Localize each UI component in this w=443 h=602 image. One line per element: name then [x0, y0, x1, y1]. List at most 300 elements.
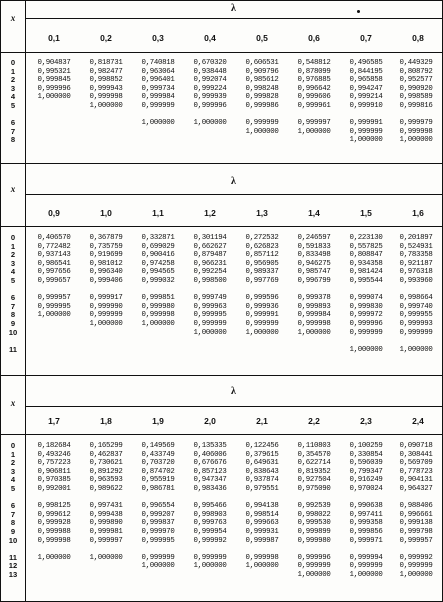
lambda-value: 0,1 [48, 33, 60, 43]
table-cell: 0,999992 [193, 536, 227, 545]
table-cell: 0,993960 [399, 276, 433, 285]
table-cell: 0,998500 [193, 276, 227, 285]
lambda-value: 1,2 [204, 208, 216, 218]
value-column [184, 442, 236, 580]
table-cell [28, 346, 80, 355]
table-cell [28, 571, 80, 580]
table-cell: 0,981012 [89, 259, 123, 268]
table-cell: 0,994138 [245, 502, 279, 511]
table-cell [288, 286, 340, 295]
table-cell: 0,994247 [349, 84, 383, 93]
table-cell: 0,997431 [89, 502, 123, 511]
value-column [340, 442, 392, 580]
value-column [390, 234, 442, 354]
table-cell: 0,998589 [399, 93, 433, 102]
table-cell: 0,992074 [193, 76, 227, 85]
table-cell: 0,406006 [193, 450, 227, 459]
table-cell [80, 562, 132, 571]
table-cell: 0,090718 [399, 442, 433, 450]
table-cell: 0,999438 [89, 510, 123, 519]
lambda-value: 0,8 [412, 33, 424, 43]
table-cell: 0,999612 [37, 510, 71, 519]
table-cell: 0,904837 [37, 59, 71, 67]
x-value: 2 [10, 458, 16, 468]
table-cell: 0,992539 [297, 502, 331, 511]
x-value: 4 [10, 92, 16, 102]
table-cell: 0,997656 [37, 268, 71, 277]
lambda-header: λ [231, 176, 236, 187]
table-cell: 0,999994 [349, 553, 383, 562]
table-cell: 0,999999 [193, 553, 227, 562]
table-cell [184, 494, 236, 503]
table-cell: 0,122456 [245, 442, 279, 450]
table-cell [132, 494, 184, 503]
table-cell: 0,999074 [349, 294, 383, 303]
table-cell: 0,874702 [141, 467, 175, 476]
x-values [1, 442, 25, 580]
table-cell: 0,999893 [297, 302, 331, 311]
table-cell: 0,606531 [245, 59, 279, 67]
table-cell: 0,999996 [297, 553, 331, 562]
table-cell: 0,735759 [89, 242, 123, 251]
table-cell: 0,952577 [399, 76, 433, 85]
table-cell: 0,999999 [141, 553, 175, 562]
table-cell: 0,947347 [193, 476, 227, 485]
table-cell: 0,999999 [89, 311, 123, 320]
lambda-value: 0,2 [100, 33, 112, 43]
table-cell [80, 111, 132, 120]
table-cell [390, 494, 442, 503]
value-column [132, 59, 184, 145]
table-cell: 1,000000 [349, 345, 383, 354]
table-cell [184, 286, 236, 295]
table-cell: 0,975090 [297, 484, 331, 493]
value-column [184, 59, 236, 145]
table-cell: 0,934358 [349, 259, 383, 268]
table-cell: 0,999996 [37, 84, 71, 93]
table-cell: 0,909796 [245, 67, 279, 76]
table-cell: 0,998248 [245, 84, 279, 93]
table-cell: 0,976318 [399, 268, 433, 277]
table-cell: 0,999936 [245, 302, 279, 311]
table-cell: 0,994565 [141, 268, 175, 277]
table-cell [28, 329, 80, 338]
table-cell: 1,000000 [89, 319, 123, 328]
table-section-1 [1, 1, 442, 163]
table-cell: 0,995321 [37, 67, 71, 76]
table-cell [340, 111, 392, 120]
table-cell: 0,354570 [297, 450, 331, 459]
table-cell: 0,937143 [37, 251, 71, 260]
table-cell: 0,999032 [141, 276, 175, 285]
table-cell: 0,569709 [399, 459, 433, 468]
table-cell: 0,857123 [193, 467, 227, 476]
x-value: 8 [10, 135, 16, 145]
table-cell: 0,995544 [349, 276, 383, 285]
table-cell: 0,999957 [399, 536, 433, 545]
table-cell: 0,844195 [349, 67, 383, 76]
table-cell: 0,999993 [399, 319, 433, 328]
x-value: 1 [10, 449, 16, 459]
table-cell: 1,000000 [141, 562, 175, 571]
table-cell: 0,808792 [399, 67, 433, 76]
table-cell: 0,999606 [297, 93, 331, 102]
table-cell: 0,937874 [245, 476, 279, 485]
table-cell: 0,999954 [193, 527, 227, 536]
ink-dot [357, 10, 360, 13]
table-cell [236, 571, 288, 580]
x-header: x [10, 184, 16, 194]
lambda-value: 1,6 [412, 208, 424, 218]
table-cell [28, 320, 80, 329]
value-column [236, 442, 288, 580]
table-cell: 0,778723 [399, 467, 433, 476]
table-cell: 1,000000 [245, 127, 279, 136]
table-cell: 0,999997 [89, 536, 123, 545]
x-value: 8 [10, 310, 16, 320]
lambda-value: 1,0 [100, 208, 112, 218]
table-cell [28, 119, 80, 128]
table-cell: 0,999995 [193, 311, 227, 320]
table-cell: 0,999999 [399, 328, 433, 337]
table-cell [236, 545, 288, 554]
table-cell [184, 337, 236, 346]
table-cell: 0,223130 [349, 234, 383, 242]
table-cell: 0,699029 [141, 242, 175, 251]
x-value: 11 [8, 344, 18, 354]
table-cell [390, 337, 442, 346]
table-cell: 0,986541 [37, 259, 71, 268]
table-cell [132, 571, 184, 580]
table-cell [80, 286, 132, 295]
lambda-value: 2,1 [256, 416, 268, 426]
table-cell: 1,000000 [89, 553, 123, 562]
table-cell: 0,591833 [297, 242, 331, 251]
table-cell: 0,330854 [349, 450, 383, 459]
table-cell [132, 128, 184, 137]
table-cell [236, 494, 288, 503]
table-cell: 0,596039 [349, 459, 383, 468]
table-cell: 0,999957 [37, 294, 71, 303]
table-cell: 1,000000 [193, 119, 227, 128]
table-cell: 0,999207 [141, 510, 175, 519]
table-cell: 0,772482 [37, 242, 71, 251]
table-cell: 0,982477 [89, 67, 123, 76]
table-cell: 0,999845 [37, 76, 71, 85]
table-cell: 0,997411 [349, 510, 383, 519]
table-cell: 0,999999 [399, 562, 433, 571]
table-cell [28, 337, 80, 346]
x-value: 7 [10, 126, 16, 136]
table-cell [28, 128, 80, 137]
x-value: 5 [10, 483, 16, 493]
table-cell: 0,999999 [245, 319, 279, 328]
x-value: 0 [10, 441, 16, 450]
table-cell: 0,998664 [399, 294, 433, 303]
table-cell: 0,246597 [297, 234, 331, 242]
table-cell: 0,730621 [89, 459, 123, 468]
table-cell: 0,999995 [37, 302, 71, 311]
table-cell: 0,999596 [245, 294, 279, 303]
table-cell: 0,165299 [89, 442, 123, 450]
value-column [236, 234, 288, 354]
table-cell: 0,916249 [349, 476, 383, 485]
table-cell: 0,999943 [89, 84, 123, 93]
x-value: 3 [10, 258, 16, 268]
table-cell: 0,999939 [193, 93, 227, 102]
table-cell: 0,670320 [193, 59, 227, 67]
table-cell: 0,808847 [349, 251, 383, 260]
table-cell: 1,000000 [297, 127, 331, 136]
table-cell: 1,000000 [245, 562, 279, 571]
table-cell: 0,999663 [245, 519, 279, 528]
table-cell [184, 545, 236, 554]
table-cell [132, 111, 184, 120]
x-value: 10 [8, 535, 18, 545]
table-cell: 0,974258 [141, 259, 175, 268]
lambda-value: 0,7 [360, 33, 372, 43]
table-cell [288, 494, 340, 503]
table-cell: 0,999917 [89, 294, 123, 303]
x-value: 7 [10, 509, 16, 519]
value-column [80, 234, 132, 354]
x-value: 5 [10, 100, 16, 110]
value-column [236, 59, 288, 145]
table-cell: 0,992254 [193, 268, 227, 277]
table-cell: 0,999851 [141, 294, 175, 303]
table-cell [340, 494, 392, 503]
table-cell [28, 136, 80, 145]
table-cell: 0,433749 [141, 450, 175, 459]
table-cell [340, 545, 392, 554]
x-value: 4 [10, 475, 16, 485]
table-cell [80, 119, 132, 128]
table-cell: 0,999970 [141, 527, 175, 536]
lambda-value: 1,4 [308, 208, 320, 218]
table-cell: 1,000000 [37, 93, 71, 102]
table-cell: 0,999972 [349, 311, 383, 320]
table-cell: 0,999991 [349, 119, 383, 128]
x-value: 3 [10, 83, 16, 93]
table-cell: 0,999971 [349, 536, 383, 545]
table-cell: 0,818731 [89, 59, 123, 67]
table-cell [132, 329, 184, 338]
table-cell: 0,857112 [245, 251, 279, 260]
table-cell [288, 337, 340, 346]
table-cell: 0,999999 [297, 562, 331, 571]
table-cell: 0,999999 [349, 328, 383, 337]
table-cell: 0,557825 [349, 242, 383, 251]
table-cell: 0,740818 [141, 59, 175, 67]
table-cell: 0,662627 [193, 242, 227, 251]
table-cell: 0,999998 [245, 553, 279, 562]
x-value: 9 [10, 526, 16, 536]
table-cell: 0,996799 [297, 276, 331, 285]
table-cell: 0,986781 [141, 484, 175, 493]
x-value: 10 [8, 327, 18, 337]
table-cell: 0,379615 [245, 450, 279, 459]
table-cell [80, 329, 132, 338]
value-column [184, 234, 236, 354]
table-cell: 0,496585 [349, 59, 383, 67]
table-cell: 0,999999 [141, 101, 175, 110]
table-cell: 0,838643 [245, 467, 279, 476]
x-value: 9 [10, 318, 16, 328]
x-value: 6 [10, 118, 16, 128]
table-cell: 0,946275 [297, 259, 331, 268]
table-cell: 0,999986 [245, 101, 279, 110]
table-cell: 0,992001 [37, 484, 71, 493]
value-column [288, 234, 340, 354]
table-cell: 0,100259 [349, 442, 383, 450]
table-cell [340, 286, 392, 295]
table-cell: 1,000000 [399, 136, 433, 145]
table-section-3 [1, 375, 442, 602]
value-column [390, 59, 442, 145]
table-cell: 0,332871 [141, 234, 175, 242]
table-cell: 0,999984 [297, 311, 331, 320]
table-cell: 0,919699 [89, 251, 123, 260]
table-cell [28, 286, 80, 295]
table-cell: 0,649631 [245, 459, 279, 468]
value-column [288, 442, 340, 580]
table-cell [184, 136, 236, 145]
x-value: 13 [8, 569, 18, 579]
x-value: 3 [10, 466, 16, 476]
table-cell: 0,301194 [193, 234, 227, 242]
table-cell [236, 111, 288, 120]
table-cell: 0,976885 [297, 76, 331, 85]
table-cell: 0,626823 [245, 242, 279, 251]
table-cell: 0,999798 [399, 527, 433, 536]
table-cell: 0,999980 [297, 536, 331, 545]
table-cell: 0,999138 [399, 519, 433, 528]
x-value: 2 [10, 75, 16, 85]
table-cell: 0,819352 [297, 467, 331, 476]
x-value: 11 [8, 552, 18, 562]
table-cell: 1,000000 [399, 570, 433, 579]
table-cell: 0,999992 [399, 553, 433, 562]
value-column [132, 442, 184, 580]
table-cell: 0,999530 [297, 519, 331, 528]
table-cell: 0,956905 [245, 259, 279, 268]
table-cell: 0,548812 [297, 59, 331, 67]
table-cell: 0,999990 [89, 302, 123, 311]
table-cell: 0,757223 [37, 459, 71, 468]
value-column [80, 59, 132, 145]
table-cell: 0,799347 [349, 467, 383, 476]
x-value: 0 [10, 233, 16, 242]
table-cell: 0,999224 [193, 84, 227, 93]
table-cell: 0,201897 [399, 234, 433, 242]
table-cell: 1,000000 [349, 136, 383, 145]
table-cell: 0,999214 [349, 93, 383, 102]
table-cell [80, 545, 132, 554]
value-column [28, 59, 80, 145]
x-values [1, 234, 25, 354]
table-cell: 0,999999 [349, 562, 383, 571]
table-cell: 0,449329 [399, 59, 433, 67]
table-cell [80, 128, 132, 137]
table-cell: 0,955919 [141, 476, 175, 485]
table-section-2 [1, 163, 442, 376]
x-value: 8 [10, 518, 16, 528]
table-cell: 1,000000 [349, 570, 383, 579]
lambda-value: 2,4 [412, 416, 424, 426]
table-cell: 0,999734 [141, 84, 175, 93]
table-cell [28, 102, 80, 111]
table-cell: 0,966231 [193, 259, 227, 268]
table-cell: 0,999981 [89, 527, 123, 536]
table-cell: 0,999996 [193, 101, 227, 110]
value-column [340, 234, 392, 354]
table-cell: 0,878099 [297, 67, 331, 76]
table-cell: 0,999999 [245, 119, 279, 128]
table-cell: 0,833498 [297, 251, 331, 260]
lambda-value: 0,3 [152, 33, 164, 43]
table-cell [80, 346, 132, 355]
table-cell: 0,999997 [297, 119, 331, 128]
table-cell: 0,983436 [193, 484, 227, 493]
table-cell: 0,999856 [349, 527, 383, 536]
table-cell: 0,999910 [349, 101, 383, 110]
lambda-value: 2,0 [204, 416, 216, 426]
lambda-value: 1,5 [360, 208, 372, 218]
table-cell [184, 111, 236, 120]
table-cell [28, 545, 80, 554]
table-cell: 1,000000 [399, 345, 433, 354]
table-cell [236, 136, 288, 145]
x-value: 5 [10, 275, 16, 285]
lambda-value: 1,7 [48, 416, 60, 426]
table-cell: 0,999837 [141, 519, 175, 528]
table-cell: 0,999998 [141, 311, 175, 320]
value-column [340, 59, 392, 145]
table-cell: 0,524931 [399, 242, 433, 251]
table-cell [236, 286, 288, 295]
table-cell: 0,999816 [399, 101, 433, 110]
table-cell: 0,272532 [245, 234, 279, 242]
x-value: 12 [8, 561, 18, 571]
table-cell: 1,000000 [141, 119, 175, 128]
table-cell: 0,963593 [89, 476, 123, 485]
table-cell: 0,965858 [349, 76, 383, 85]
table-cell: 0,985612 [245, 76, 279, 85]
table-cell: 0,406570 [37, 234, 71, 242]
table-cell: 0,182684 [37, 442, 71, 450]
table-cell [132, 346, 184, 355]
table-cell: 0,921187 [399, 259, 433, 268]
table-cell [132, 545, 184, 554]
table-cell: 0,999406 [89, 276, 123, 285]
table-cell [132, 337, 184, 346]
table-cell: 0,999999 [349, 127, 383, 136]
value-column [132, 234, 184, 354]
table-cell: 0,927504 [297, 476, 331, 485]
table-cell: 1,000000 [297, 570, 331, 579]
table-cell: 0,999998 [89, 93, 123, 102]
table-cell: 0,999963 [193, 302, 227, 311]
table-cell: 0,990638 [349, 502, 383, 511]
table-cell: 0,999928 [37, 519, 71, 528]
table-cell: 0,990920 [399, 84, 433, 93]
x-value: 2 [10, 250, 16, 260]
table-cell [80, 136, 132, 145]
lambda-value: 0,5 [256, 33, 268, 43]
table-cell: 0,998022 [297, 510, 331, 519]
table-cell [288, 136, 340, 145]
x-value: 7 [10, 301, 16, 311]
